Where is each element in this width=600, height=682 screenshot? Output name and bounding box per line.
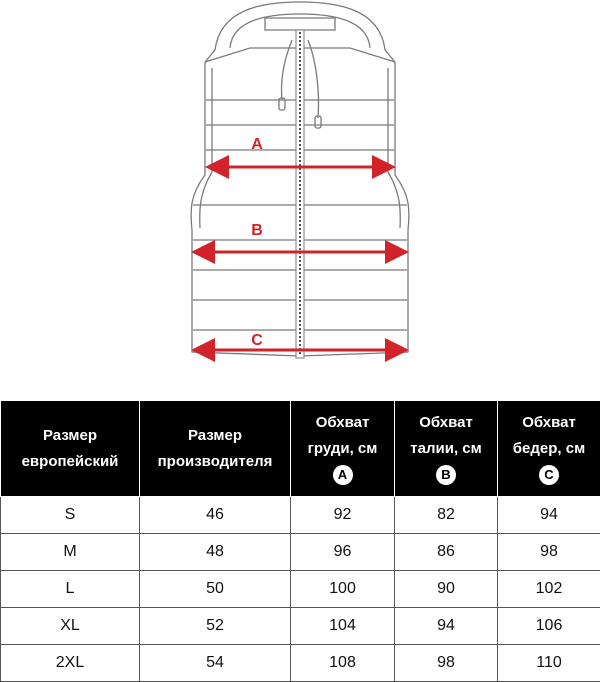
table-row <box>1 608 600 645</box>
cell-chest: 96 <box>291 534 395 571</box>
cell-hips: 106 <box>498 608 600 645</box>
cell-manufacturer-size: 48 <box>140 534 291 571</box>
cell-eu-size: L <box>1 571 140 608</box>
table-row <box>1 497 600 534</box>
table-row <box>1 645 600 682</box>
cell-manufacturer-size: 54 <box>140 645 291 682</box>
badge-b: B <box>436 465 456 485</box>
cell-waist: 98 <box>395 645 498 682</box>
header-waist: Обхват талии, см B <box>395 401 498 497</box>
cell-eu-size: M <box>1 534 140 571</box>
cell-chest: 100 <box>291 571 395 608</box>
cell-manufacturer-size: 52 <box>140 608 291 645</box>
cell-hips: 94 <box>498 497 600 534</box>
cell-chest: 104 <box>291 608 395 645</box>
cell-chest: 92 <box>291 497 395 534</box>
header-manufacturer-size: Размер производителя <box>140 401 291 497</box>
cell-manufacturer-size: 46 <box>140 497 291 534</box>
badge-c: C <box>539 465 559 485</box>
table-row <box>1 534 600 571</box>
cell-hips: 102 <box>498 571 600 608</box>
cell-manufacturer-size: 50 <box>140 571 291 608</box>
table-row <box>1 571 600 608</box>
cell-eu-size: S <box>1 497 140 534</box>
label-b: B <box>251 222 263 239</box>
cell-waist: 94 <box>395 608 498 645</box>
cell-chest: 108 <box>291 645 395 682</box>
cell-eu-size: XL <box>1 608 140 645</box>
header-chest: Обхват груди, см A <box>291 401 395 497</box>
cell-hips: 98 <box>498 534 600 571</box>
zipper <box>296 30 304 358</box>
header-eu-size: Размер европейский <box>1 401 140 497</box>
cell-waist: 82 <box>395 497 498 534</box>
table-header-row <box>1 401 600 497</box>
size-chart-table <box>0 400 600 682</box>
cell-eu-size: 2XL <box>1 645 140 682</box>
cell-waist: 86 <box>395 534 498 571</box>
badge-a: A <box>333 465 353 485</box>
label-c: C <box>251 332 263 349</box>
header-hips: Обхват бедер, см C <box>498 401 600 497</box>
cell-waist: 90 <box>395 571 498 608</box>
label-a: A <box>251 136 263 153</box>
cell-hips: 110 <box>498 645 600 682</box>
